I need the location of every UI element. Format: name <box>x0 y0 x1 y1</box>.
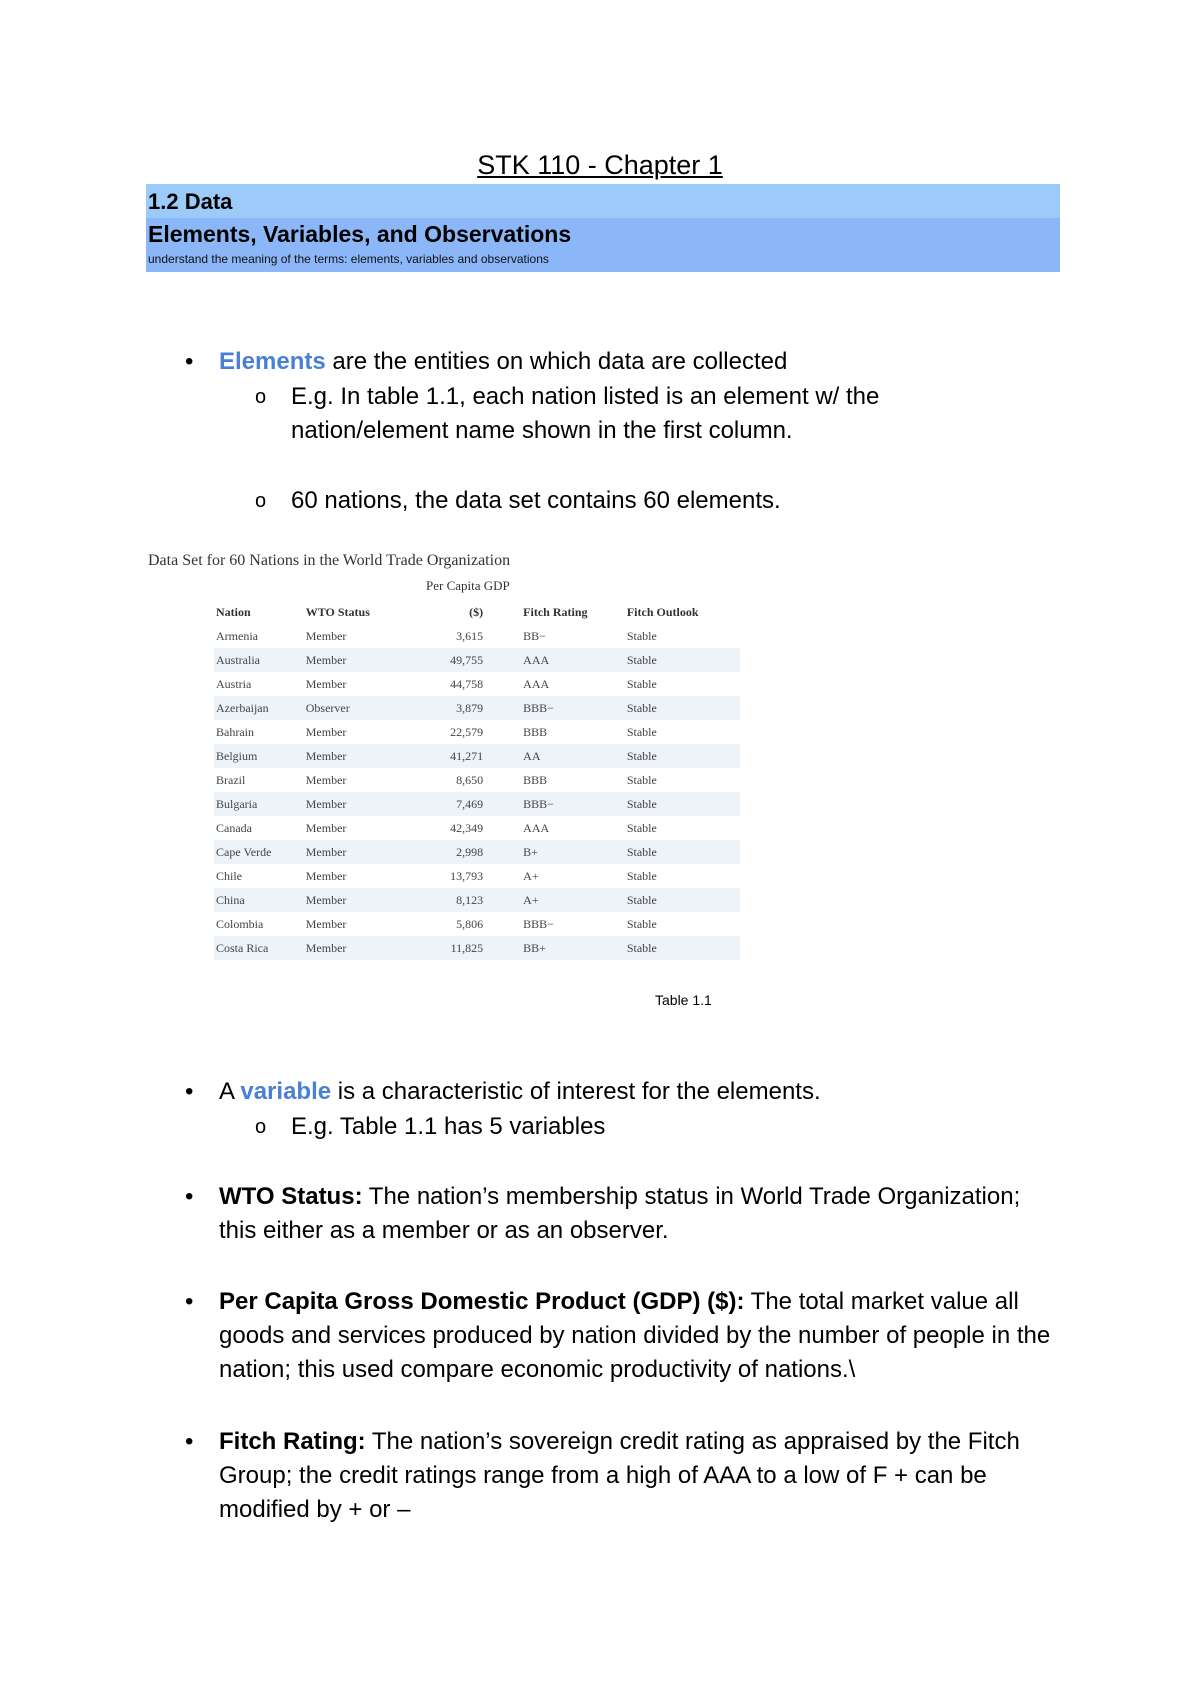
sub-bullet-marker: o <box>255 490 267 512</box>
cell-fitch-outlook: Stable <box>626 628 657 643</box>
cell-fitch-rating: A+ <box>521 888 625 912</box>
cell-nation: Chile <box>216 868 242 883</box>
sub-bullet-text: 60 nations, the data set contains 60 elements. <box>291 487 781 514</box>
table-row <box>214 648 740 672</box>
cell-fitch-rating: BBB <box>523 772 548 787</box>
cell-wto-status: Member <box>305 916 347 931</box>
cell-fitch-outlook: Stable <box>626 676 657 691</box>
cell-fitch-outlook: Stable <box>625 936 740 960</box>
cell-gdp: 2,998 <box>407 840 521 864</box>
table-gdp-header-top: Per Capita GDP <box>426 578 510 593</box>
bullet-dot: • <box>185 1078 194 1105</box>
cell-nation: Austria <box>216 676 252 691</box>
section-heading: Elements, Variables, and Observations <box>148 221 572 247</box>
table-row <box>214 816 740 840</box>
table-caption: Data Set for 60 Nations in the World Trade Organization <box>148 552 511 569</box>
term-gdp: Per Capita Gross Domestic Product (GDP) ($): <box>219 1288 745 1315</box>
section-heading-block <box>146 218 1060 272</box>
cell-fitch-rating: AAA <box>521 648 625 672</box>
bullet-text <box>219 1075 1059 1109</box>
header-gdp: ($) <box>469 604 484 619</box>
cell-nation: Costa Rica <box>214 936 304 960</box>
bullet-text <box>219 1285 1059 1387</box>
cell-wto-status: Member <box>304 792 407 816</box>
cell-nation: Azerbaijan <box>214 696 304 720</box>
cell-fitch-outlook: Stable <box>625 744 740 768</box>
cell-fitch-rating: B+ <box>521 840 625 864</box>
cell-nation: Cape Verde <box>214 840 304 864</box>
table-row <box>214 624 740 648</box>
cell-gdp: 49,755 <box>407 648 521 672</box>
cell-fitch-outlook: Stable <box>626 868 657 883</box>
cell-fitch-rating: AAA <box>523 820 550 835</box>
cell-wto-status: Member <box>304 744 407 768</box>
sub-bullet-marker: o <box>255 1116 267 1138</box>
sub-bullet-text: E.g. In table 1.1, each nation listed is an element w/ the nation/element name shown in the first column. <box>291 383 880 444</box>
cell-nation: Belgium <box>214 744 304 768</box>
cell-nation: Canada <box>216 820 252 835</box>
cell-gdp: 44,758 <box>450 676 484 691</box>
bullet-text <box>219 1425 1059 1527</box>
bullet-text <box>219 1180 1059 1248</box>
cell-gdp: 7,469 <box>407 792 521 816</box>
header-wto-status: WTO Status <box>305 604 370 619</box>
table-row <box>214 744 740 768</box>
bullet-dot: • <box>185 1183 194 1210</box>
cell-fitch-outlook: Stable <box>626 724 657 739</box>
sub-bullet-marker: o <box>255 386 267 408</box>
elements-definition: are the entities on which data are collected <box>325 348 788 375</box>
fitch-definition: The nation’s sovereign credit rating as appraised by the Fitch Group; the credit ratings range from a high of AAA to a low of F + can be modified by + or – <box>219 1428 1020 1523</box>
cell-wto-status: Member <box>304 648 407 672</box>
cell-fitch-rating: BBB <box>523 724 548 739</box>
variable-prefix: A <box>219 1078 241 1105</box>
cell-gdp: 42,349 <box>450 820 484 835</box>
cell-nation: Bulgaria <box>214 792 304 816</box>
table-row <box>214 888 740 912</box>
cell-nation: Armenia <box>216 628 258 643</box>
cell-fitch-outlook: Stable <box>625 888 740 912</box>
table-label: Table 1.1 <box>655 992 712 1008</box>
cell-fitch-rating: BBB− <box>523 916 554 931</box>
cell-fitch-outlook: Stable <box>625 792 740 816</box>
cell-nation: Australia <box>214 648 304 672</box>
cell-fitch-rating: AA <box>521 744 625 768</box>
bullet-dot: • <box>185 348 194 375</box>
table-row <box>214 696 740 720</box>
cell-wto-status: Member <box>304 840 407 864</box>
cell-fitch-outlook: Stable <box>625 840 740 864</box>
cell-gdp: 3,615 <box>456 628 484 643</box>
cell-fitch-rating: BBB− <box>521 696 625 720</box>
cell-nation: Colombia <box>216 916 264 931</box>
cell-wto-status: Member <box>305 820 347 835</box>
term-wto-status: WTO Status: <box>219 1183 363 1210</box>
table-row <box>214 792 740 816</box>
cell-fitch-rating: BB+ <box>521 936 625 960</box>
term-fitch-rating: Fitch Rating: <box>219 1428 366 1455</box>
section-number-title: 1.2 Data <box>146 184 1060 218</box>
cell-fitch-rating: AAA <box>523 676 550 691</box>
section-heading-band <box>146 184 1060 272</box>
cell-fitch-rating: BBB− <box>521 792 625 816</box>
cell-fitch-rating: A+ <box>523 868 539 883</box>
cell-wto-status: Observer <box>304 696 407 720</box>
header-nation: Nation <box>216 604 251 619</box>
cell-gdp: 41,271 <box>407 744 521 768</box>
bullet-text <box>219 345 1059 379</box>
cell-fitch-outlook: Stable <box>626 772 657 787</box>
cell-wto-status: Member <box>305 724 347 739</box>
cell-wto-status: Member <box>304 936 407 960</box>
cell-fitch-outlook: Stable <box>626 916 657 931</box>
table-row <box>214 720 740 744</box>
table-row <box>214 672 740 696</box>
cell-fitch-outlook: Stable <box>625 696 740 720</box>
cell-gdp: 5,806 <box>456 916 484 931</box>
bullet-dot: • <box>185 1428 194 1455</box>
cell-fitch-rating: BB− <box>523 628 546 643</box>
table-header-row <box>214 600 740 624</box>
cell-wto-status: Member <box>305 772 347 787</box>
term-elements: Elements <box>219 348 326 375</box>
document-title: STK 110 - Chapter 1 <box>477 150 723 180</box>
cell-nation: China <box>214 888 304 912</box>
cell-gdp: 11,825 <box>407 936 521 960</box>
header-fitch-outlook: Fitch Outlook <box>626 604 699 619</box>
header-fitch-rating: Fitch Rating <box>523 604 588 619</box>
table-row <box>214 768 740 792</box>
cell-gdp: 22,579 <box>450 724 484 739</box>
cell-gdp: 8,650 <box>456 772 484 787</box>
cell-fitch-outlook: Stable <box>625 648 740 672</box>
cell-wto-status: Member <box>305 628 347 643</box>
table-row <box>214 864 740 888</box>
gdp-definition: The total market value all goods and services produced by nation divided by the number of people in the nation; this used compare economic productivity of nations.\ <box>219 1288 1051 1383</box>
cell-gdp: 8,123 <box>407 888 521 912</box>
cell-wto-status: Member <box>305 868 347 883</box>
cell-nation: Brazil <box>216 772 246 787</box>
section-subtitle: understand the meaning of the terms: elements, variables and observations <box>148 252 549 266</box>
cell-fitch-outlook: Stable <box>626 820 657 835</box>
variable-definition: is a characteristic of interest for the elements. <box>331 1078 821 1105</box>
table-row <box>214 912 740 936</box>
cell-nation: Bahrain <box>216 724 254 739</box>
cell-wto-status: Member <box>305 676 347 691</box>
cell-gdp: 13,793 <box>450 868 484 883</box>
table-row <box>214 840 740 864</box>
table-row <box>214 936 740 960</box>
cell-wto-status: Member <box>304 888 407 912</box>
term-variable: variable <box>240 1078 332 1105</box>
nations-table <box>214 600 740 960</box>
cell-gdp: 3,879 <box>407 696 521 720</box>
nations-table-figure <box>148 552 748 955</box>
wto-definition: The nation’s membership status in World Trade Organization; this either as a member or as an observer. <box>219 1183 1021 1244</box>
sub-bullet-text: E.g. Table 1.1 has 5 variables <box>291 1113 606 1140</box>
bullet-dot: • <box>185 1288 194 1315</box>
